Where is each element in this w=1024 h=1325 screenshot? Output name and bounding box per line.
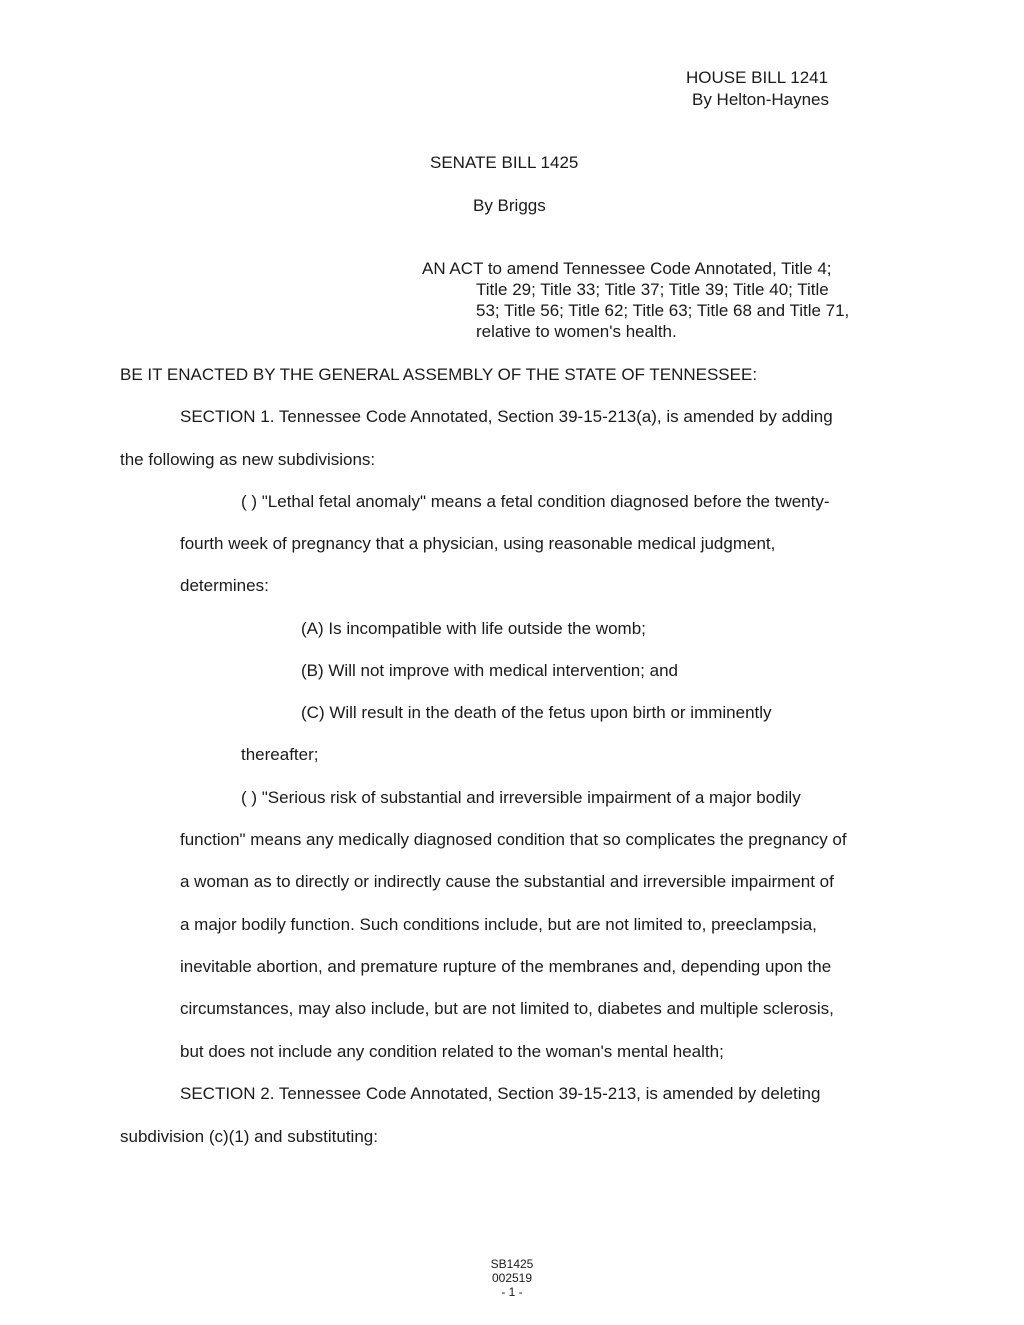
house-bill-number: HOUSE BILL 1241: [686, 68, 829, 87]
serious-risk-definition: circumstances, may also include, but are not limited to, diabetes and multiple sclerosis,: [180, 999, 834, 1018]
footer-page-number: - 1 -: [501, 1285, 523, 1299]
lethal-fetal-anomaly-definition: fourth week of pregnancy that a physician, using reasonable medical judgment,: [180, 534, 776, 553]
caption-line: relative to women's health.: [476, 322, 677, 341]
footer-bill-code: SB1425: [490, 1257, 534, 1271]
serious-risk-definition: inevitable abortion, and premature rupture of the membranes and, depending upon the: [180, 957, 832, 976]
serious-risk-definition: but does not include any condition related to the woman's mental health;: [180, 1042, 724, 1061]
senate-bill-number: SENATE BILL 1425: [430, 153, 579, 172]
section-2-text: SECTION 2. Tennessee Code Annotated, Section 39-15-213, is amended by deleting: [180, 1084, 821, 1103]
caption-line: 53; Title 56; Title 62; Title 63; Title 68 and Title 71,: [476, 301, 850, 320]
serious-risk-definition: a major bodily function. Such conditions include, but are not limited to, preeclampsia,: [180, 915, 817, 934]
section-1-intro: SECTION 1. Tennessee Code Annotated, Section 39-15-213(a), is amended by adding: [180, 407, 833, 426]
serious-risk-definition: ( ) "Serious risk of substantial and irreversible impairment of a major bodily: [241, 788, 801, 807]
lethal-fetal-anomaly-definition: ( ) "Lethal fetal anomaly" means a fetal condition diagnosed before the twenty-: [241, 492, 830, 511]
section-2-text: subdivision (c)(1) and substituting:: [120, 1127, 378, 1146]
serious-risk-definition: function" means any medically diagnosed condition that so complicates the pregnancy of: [180, 830, 847, 849]
serious-risk-definition: a woman as to directly or indirectly cause the substantial and irreversible impairment of: [180, 872, 834, 891]
footer-doc-number: 002519: [491, 1271, 533, 1285]
page-footer: [412, 1257, 612, 1299]
senate-bill-sponsor: By Briggs: [473, 196, 546, 215]
lethal-fetal-anomaly-definition: determines:: [180, 576, 269, 595]
list-item-c: thereafter;: [241, 745, 319, 764]
house-bill-sponsor: By Helton-Haynes: [692, 90, 830, 109]
list-item-c: (C) Will result in the death of the fetus upon birth or imminently: [301, 703, 772, 722]
caption-line: Title 29; Title 33; Title 37; Title 39; Title 40; Title: [476, 280, 829, 299]
list-item-b: (B) Will not improve with medical intervention; and: [301, 661, 678, 680]
enacting-clause: BE IT ENACTED BY THE GENERAL ASSEMBLY OF THE STATE OF TENNESSEE:: [120, 365, 758, 384]
caption-line: AN ACT to amend Tennessee Code Annotated, Title 4;: [422, 259, 832, 278]
section-1-intro: the following as new subdivisions:: [120, 450, 376, 469]
list-item-a: (A) Is incompatible with life outside the womb;: [301, 619, 646, 638]
